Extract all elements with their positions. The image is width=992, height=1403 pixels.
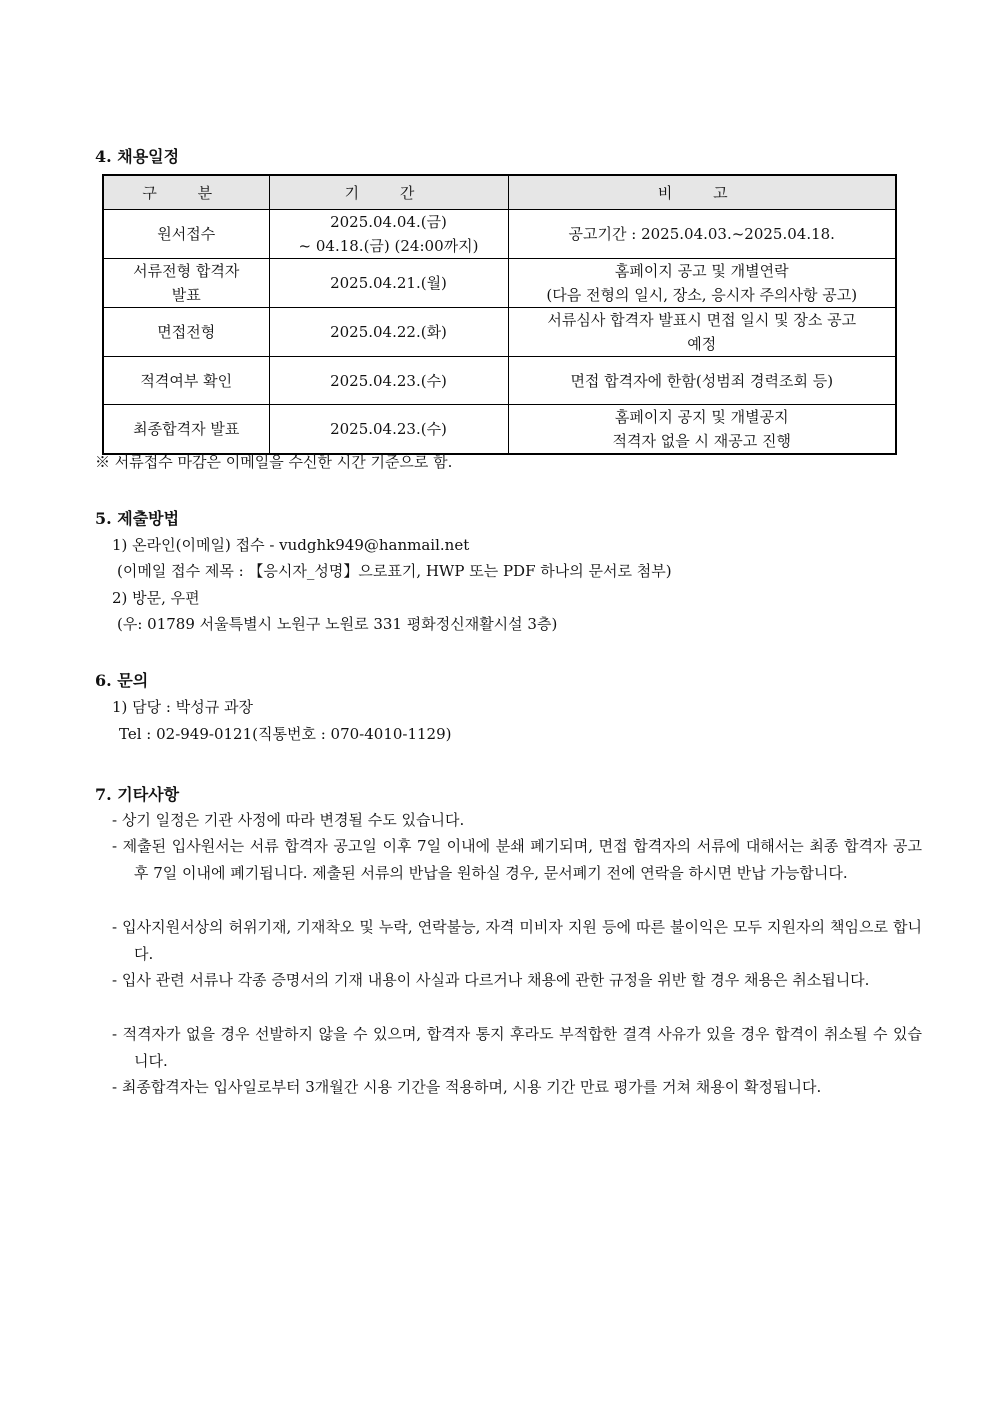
cell-line: 2025.04.21.(월) — [330, 274, 447, 292]
table-row — [103, 405, 896, 455]
list-item: - 상기 일정은 기관 사정에 따라 변경될 수도 있습니다. — [112, 811, 465, 829]
cell-line: ~ 04.18.(금) (24:00까지) — [298, 237, 479, 255]
table-row — [103, 259, 896, 308]
section-5-title: 5. 제출방법 — [95, 509, 180, 528]
row-category — [103, 210, 269, 259]
list-item: - 제출된 입사원서는 서류 합격자 공고일 이후 7일 이내에 분쇄 폐기되며, 면접 합격자의 서류에 대해서는 최종 합격자 공고 후 7일 이내에 폐기됩니다. 제출된 서류의 반납을 원하실 경우, 문서폐기 전에 연락을 하시면 반납 가능합니다. — [112, 837, 922, 882]
cell-line: 면접 합격자에 한함(성범죄 경력조회 등) — [570, 371, 834, 390]
row-note — [508, 210, 896, 259]
cell-line: 예정 — [687, 335, 717, 353]
cell-line: 서류전형 합격자 — [133, 262, 240, 280]
table-row — [103, 308, 896, 357]
list-item: - 입사지원서상의 허위기재, 기재착오 및 누락, 연락불능, 자격 미비자 지원 등에 따른 불이익은 모두 지원자의 책임으로 합니다. — [112, 918, 922, 963]
row-period — [269, 405, 508, 455]
section-4-title: 4. 채용일정 — [95, 147, 180, 166]
row-category — [103, 259, 269, 308]
cell-line: 2025.04.22.(화) — [330, 323, 447, 341]
list-item: - 최종합격자는 입사일로부터 3개월간 시용 기간을 적용하며, 시용 기간 만료 평가를 거쳐 채용이 확정됩니다. — [112, 1078, 822, 1096]
row-note — [508, 357, 896, 405]
row-category — [103, 405, 269, 455]
cell-line: 2025.04.04.(금) — [330, 213, 447, 231]
header-category: 구 분 — [103, 175, 269, 210]
row-period — [269, 210, 508, 259]
schedule-footnote: ※ 서류접수 마감은 이메일을 수신한 시간 기준으로 함. — [95, 453, 453, 471]
schedule-table — [102, 174, 897, 455]
row-note — [508, 259, 896, 308]
table-row — [103, 357, 896, 405]
submission-line: 2) 방문, 우편 — [112, 589, 200, 607]
row-category — [103, 357, 269, 405]
cell-line: 홈페이지 공지 및 개별공지 — [614, 408, 789, 426]
cell-line: 공고기간 : 2025.04.03.~2025.04.18. — [568, 225, 835, 243]
submission-line: (이메일 접수 제목 : 【응시자_성명】으로표기, HWP 또는 PDF 하나의 문서로 첨부) — [117, 562, 672, 580]
section-6-title: 6. 문의 — [95, 671, 149, 690]
submission-line: 1) 온라인(이메일) 접수 - vudghk949@hanmail.net — [112, 536, 470, 554]
cell-line: 적격여부 확인 — [140, 371, 233, 390]
header-note: 비 고 — [508, 175, 896, 210]
row-note — [508, 405, 896, 455]
row-period — [269, 308, 508, 357]
schedule-header-row — [103, 175, 896, 210]
header-period: 기 간 — [269, 175, 508, 210]
cell-line: 원서접수 — [157, 225, 216, 243]
row-period — [269, 259, 508, 308]
cell-line: 발표 — [171, 286, 201, 304]
cell-line: 홈페이지 공고 및 개별연락 — [614, 262, 789, 280]
cell-line: 최종합격자 발표 — [133, 420, 240, 438]
submission-line: (우: 01789 서울특별시 노원구 노원로 331 평화정신재활시설 3층) — [117, 615, 558, 633]
row-note — [508, 308, 896, 357]
row-period — [269, 357, 508, 405]
contact-line: Tel : 02-949-0121(직통번호 : 070-4010-1129) — [119, 725, 452, 743]
table-row — [103, 210, 896, 259]
cell-line: 2025.04.23.(수) — [330, 371, 447, 390]
cell-line: 2025.04.23.(수) — [330, 420, 447, 438]
cell-line: (다음 전형의 일시, 장소, 응시자 주의사항 공고) — [546, 286, 858, 304]
row-category — [103, 308, 269, 357]
cell-line: 서류심사 합격자 발표시 면접 일시 및 장소 공고 — [547, 311, 857, 329]
list-item: - 적격자가 없을 경우 선발하지 않을 수 있으며, 합격자 통지 후라도 부적합한 결격 사유가 있을 경우 합격이 취소될 수 있습니다. — [112, 1025, 922, 1070]
section-7-title: 7. 기타사항 — [95, 785, 180, 804]
cell-line: 적격자 없을 시 재공고 진행 — [612, 432, 791, 450]
contact-line: 1) 담당 : 박성규 과장 — [112, 698, 253, 716]
list-item: - 입사 관련 서류나 각종 증명서의 기재 내용이 사실과 다르거나 채용에 관한 규정을 위반 할 경우 채용은 취소됩니다. — [112, 971, 870, 989]
cell-line: 면접전형 — [157, 323, 216, 341]
